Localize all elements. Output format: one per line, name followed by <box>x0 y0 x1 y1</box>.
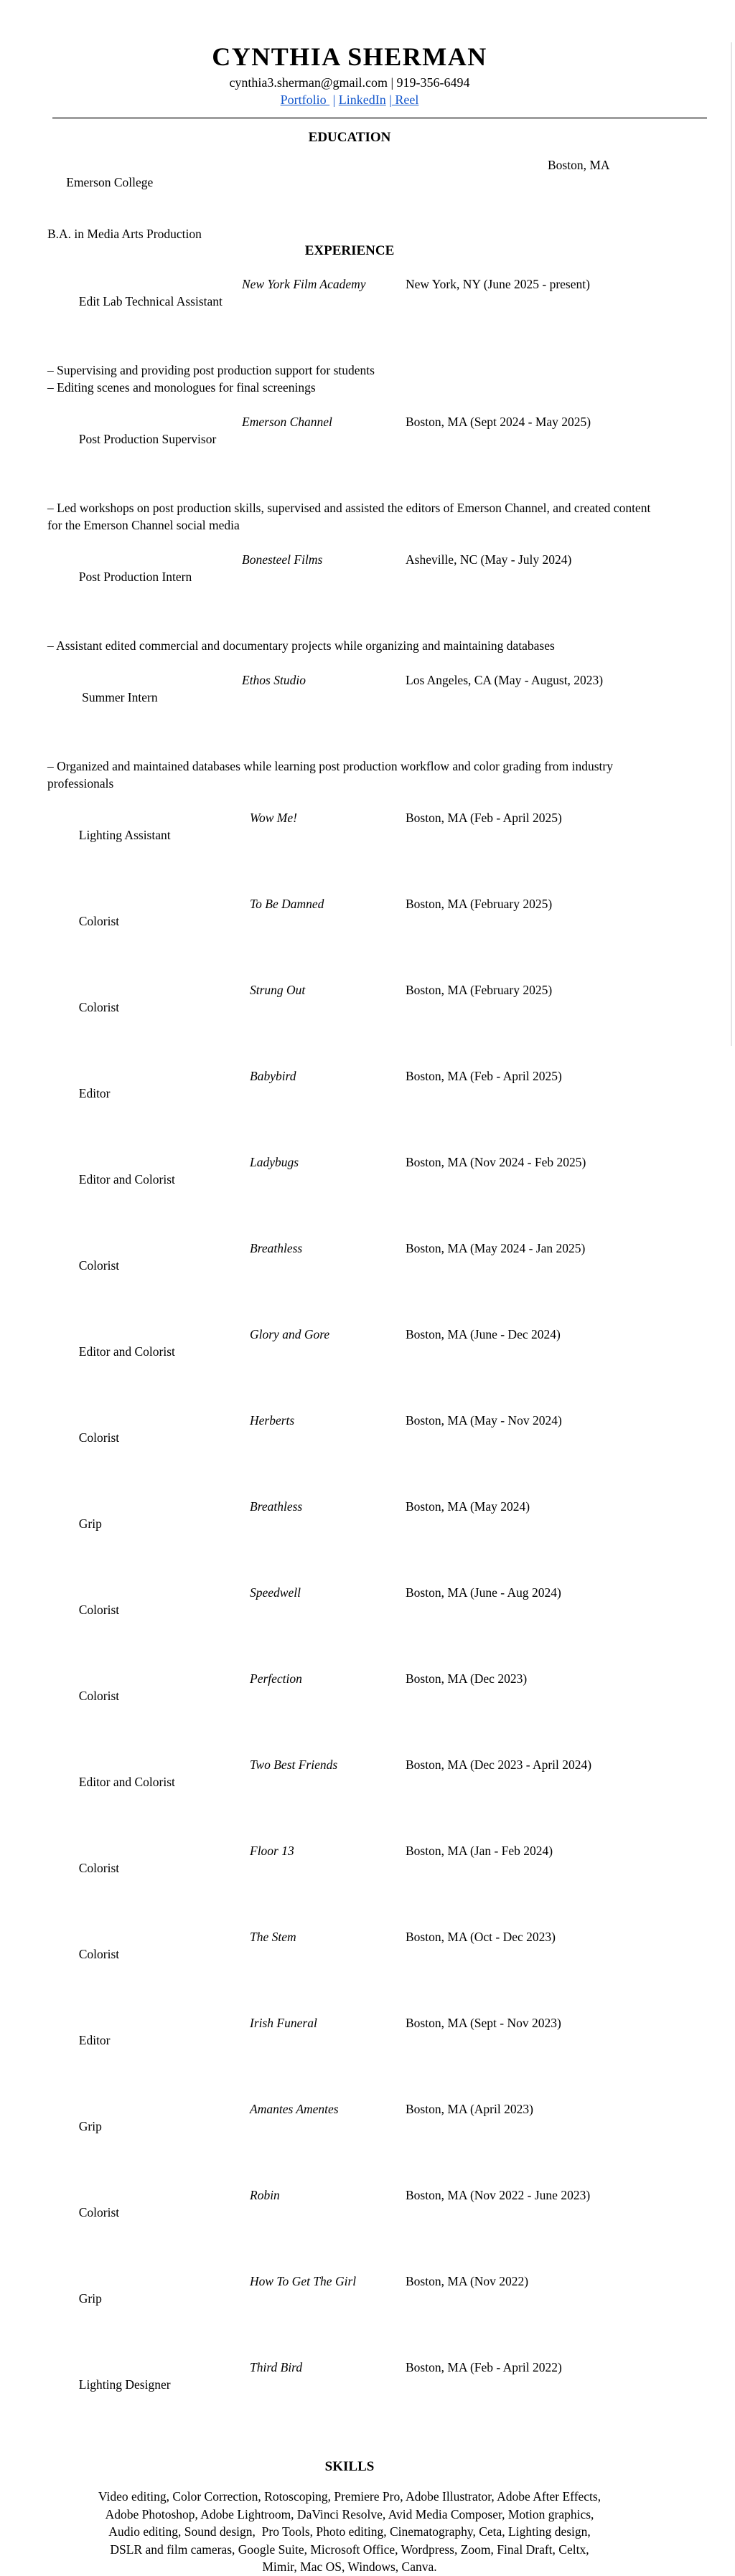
reel-link[interactable]: Reel <box>391 93 419 107</box>
job-entry <box>47 275 652 396</box>
credit-location: Boston, MA (February 2025) <box>406 983 553 997</box>
credit-location: Boston, MA (May 2024 - Jan 2025) <box>406 1241 586 1255</box>
job-location: Boston, MA (Sept 2024 - May 2025) <box>406 415 591 429</box>
credit-location: Boston, MA (Feb - April 2025) <box>406 811 562 825</box>
portfolio-link[interactable]: Portfolio <box>280 93 330 107</box>
page-edge-line <box>731 42 732 1046</box>
section-heading-education: EDUCATION <box>308 130 391 145</box>
credit-location: Boston, MA (Feb - April 2025) <box>406 1069 562 1083</box>
credit-role: Editor and Colorist <box>78 1344 175 1359</box>
linkedin-link[interactable]: LinkedIn <box>338 93 386 107</box>
jobs-list <box>47 275 652 2445</box>
credit-title: Ladybugs <box>250 1155 299 1169</box>
credit-role: Editor <box>78 1086 111 1100</box>
job-bullet: – Editing scenes and monologues for final screenings <box>47 380 316 395</box>
credit-role: Colorist <box>78 1603 120 1617</box>
credit-role: Colorist <box>78 1861 120 1875</box>
job-header-row <box>47 551 652 637</box>
credit-location: Boston, MA (Dec 2023 - April 2024) <box>406 1758 592 1772</box>
credit-title: Breathless <box>250 1499 303 1514</box>
credit-role: Colorist <box>78 914 120 928</box>
credit-role: Grip <box>78 1516 102 1531</box>
credit-title: Amantes Amentes <box>250 2102 339 2116</box>
credit-title: The Stem <box>250 1930 296 1944</box>
job-location: Los Angeles, CA (May - August, 2023) <box>406 673 604 687</box>
job-location: New York, NY (June 2025 - present) <box>406 277 590 291</box>
credit-role: Lighting Assistant <box>78 828 171 842</box>
credit-role: Colorist <box>78 1689 120 1703</box>
credit-row <box>47 1153 652 1240</box>
credit-location: Boston, MA (Sept - Nov 2023) <box>406 2016 561 2030</box>
credit-row <box>47 1756 652 1842</box>
skills-line: DSLR and film cameras, Google Suite, Microsoft Office, Wordpress, Zoom, Final Draft, Celtx, <box>110 2542 589 2557</box>
credit-row <box>47 1584 652 1670</box>
credit-role: Colorist <box>78 1000 120 1014</box>
credit-row <box>47 1498 652 1584</box>
job-role: Post Production Intern <box>78 570 192 584</box>
credit-row <box>47 895 652 981</box>
link-separator: | <box>329 93 339 107</box>
credit-row <box>47 1240 652 1326</box>
skills-line: Adobe Photoshop, Adobe Lightroom, DaVinci Resolve, Avid Media Composer, Motion graphics, <box>105 2506 594 2521</box>
education-school: Emerson College <box>66 175 154 189</box>
skills-line: Mimir, Mac OS, Windows, Canva. <box>262 2560 437 2574</box>
job-role: Summer Intern <box>78 690 158 704</box>
credit-location: Boston, MA (Feb - April 2022) <box>406 2360 562 2374</box>
job-bullet: – Led workshops on post production skills, supervised and assisted the editors of Emerson Channel, and created content for the Emerson Channel social media <box>47 501 654 532</box>
job-company: Emerson Channel <box>242 415 332 429</box>
credit-location: Boston, MA (May 2024) <box>406 1499 530 1514</box>
credit-row <box>47 2359 652 2445</box>
job-header-row <box>47 671 652 758</box>
credit-location: Boston, MA (Nov 2024 - Feb 2025) <box>406 1155 586 1169</box>
credit-row <box>47 1670 652 1756</box>
job-entry <box>47 671 652 792</box>
section-heading-experience: EXPERIENCE <box>304 243 395 258</box>
credit-row <box>47 1842 652 1928</box>
job-role: Post Production Supervisor <box>78 432 217 446</box>
job-header-row <box>47 275 652 362</box>
credit-location: Boston, MA (May - Nov 2024) <box>406 1413 562 1428</box>
contact-line: cynthia3.sherman@gmail.com | 919-356-6494 <box>229 75 470 90</box>
credit-row <box>47 1326 652 1412</box>
job-header-row <box>47 413 652 499</box>
credit-role: Grip <box>78 2119 102 2133</box>
credit-title: Irish Funeral <box>250 2016 317 2030</box>
credit-title: To Be Damned <box>250 897 324 911</box>
credit-title: Babybird <box>250 1069 296 1083</box>
credit-role: Colorist <box>78 1947 120 1961</box>
credit-title: Breathless <box>250 1241 303 1255</box>
credit-row <box>47 2273 652 2359</box>
job-entry <box>47 413 652 534</box>
credit-role: Colorist <box>78 1258 120 1273</box>
credit-location: Boston, MA (Nov 2022) <box>406 2274 529 2288</box>
credit-title: Speedwell <box>250 1585 301 1600</box>
credit-row <box>47 2014 652 2100</box>
links-row <box>47 91 652 108</box>
credit-role: Lighting Designer <box>78 2377 171 2392</box>
job-location: Asheville, NC (May - July 2024) <box>406 552 572 567</box>
credit-row <box>47 1412 652 1498</box>
credit-title: Third Bird <box>250 2360 303 2374</box>
credit-role: Colorist <box>78 1430 120 1445</box>
credit-location: Boston, MA (Jan - Feb 2024) <box>406 1844 553 1858</box>
credit-row <box>47 1928 652 2014</box>
credit-title: Wow Me! <box>250 811 297 825</box>
skills-line: Video editing, Color Correction, Rotoscoping, Premiere Pro, Adobe Illustrator, Adobe After Effects, <box>98 2489 601 2504</box>
credit-title: Robin <box>250 2188 280 2202</box>
credit-row <box>47 2186 652 2273</box>
job-entry <box>47 551 652 654</box>
job-bullet: – Supervising and providing post production support for students <box>47 363 375 377</box>
page-title: CYNTHIA SHERMAN <box>212 42 487 71</box>
credit-title: Glory and Gore <box>250 1327 330 1341</box>
credit-title: Floor 13 <box>250 1844 294 1858</box>
job-bullet: – Organized and maintained databases while learning post production workflow and color grading from industry professionals <box>47 759 617 791</box>
credit-role: Editor and Colorist <box>78 1775 175 1789</box>
education-row <box>47 156 652 225</box>
section-heading-skills: SKILLS <box>324 2459 375 2474</box>
credit-location: Boston, MA (February 2025) <box>406 897 553 911</box>
skills-line: Audio editing, Sound design, Pro Tools, Photo editing, Cinematography, Ceta, Lighting design, <box>108 2524 591 2539</box>
credit-location: Boston, MA (June - Aug 2024) <box>406 1585 561 1600</box>
resume-page <box>0 42 735 2574</box>
credit-location: Boston, MA (June - Dec 2024) <box>406 1327 561 1341</box>
credit-location: Boston, MA (Oct - Dec 2023) <box>406 1930 556 1944</box>
credit-row <box>47 981 652 1067</box>
link-separator: | <box>385 93 392 107</box>
credit-row <box>47 2100 652 2186</box>
header-divider <box>52 117 707 119</box>
credit-title: Perfection <box>250 1671 302 1686</box>
credit-row <box>47 1067 652 1153</box>
credit-location: Boston, MA (April 2023) <box>406 2102 533 2116</box>
credit-role: Colorist <box>78 2205 120 2219</box>
credit-title: Herberts <box>250 1413 295 1428</box>
skills-paragraph <box>47 2488 652 2576</box>
job-role: Edit Lab Technical Assistant <box>78 294 223 308</box>
credit-row <box>47 809 652 895</box>
credit-role: Editor and Colorist <box>78 1172 175 1186</box>
education-degree: B.A. in Media Arts Production <box>47 227 202 241</box>
job-bullet: – Assistant edited commercial and documentary projects while organizing and maintaining databases <box>47 638 555 653</box>
credit-role: Editor <box>78 2033 111 2047</box>
job-company: New York Film Academy <box>242 277 366 291</box>
credits-table <box>47 809 652 2445</box>
credit-location: Boston, MA (Nov 2022 - June 2023) <box>406 2188 591 2202</box>
job-company: Bonesteel Films <box>242 552 323 567</box>
education-location: Boston, MA <box>548 158 610 172</box>
credit-title: How To Get The Girl <box>250 2274 357 2288</box>
credit-role: Grip <box>78 2291 102 2306</box>
job-company: Ethos Studio <box>242 673 306 687</box>
credit-title: Strung Out <box>250 983 306 997</box>
credit-title: Two Best Friends <box>250 1758 338 1772</box>
credit-location: Boston, MA (Dec 2023) <box>406 1671 528 1686</box>
